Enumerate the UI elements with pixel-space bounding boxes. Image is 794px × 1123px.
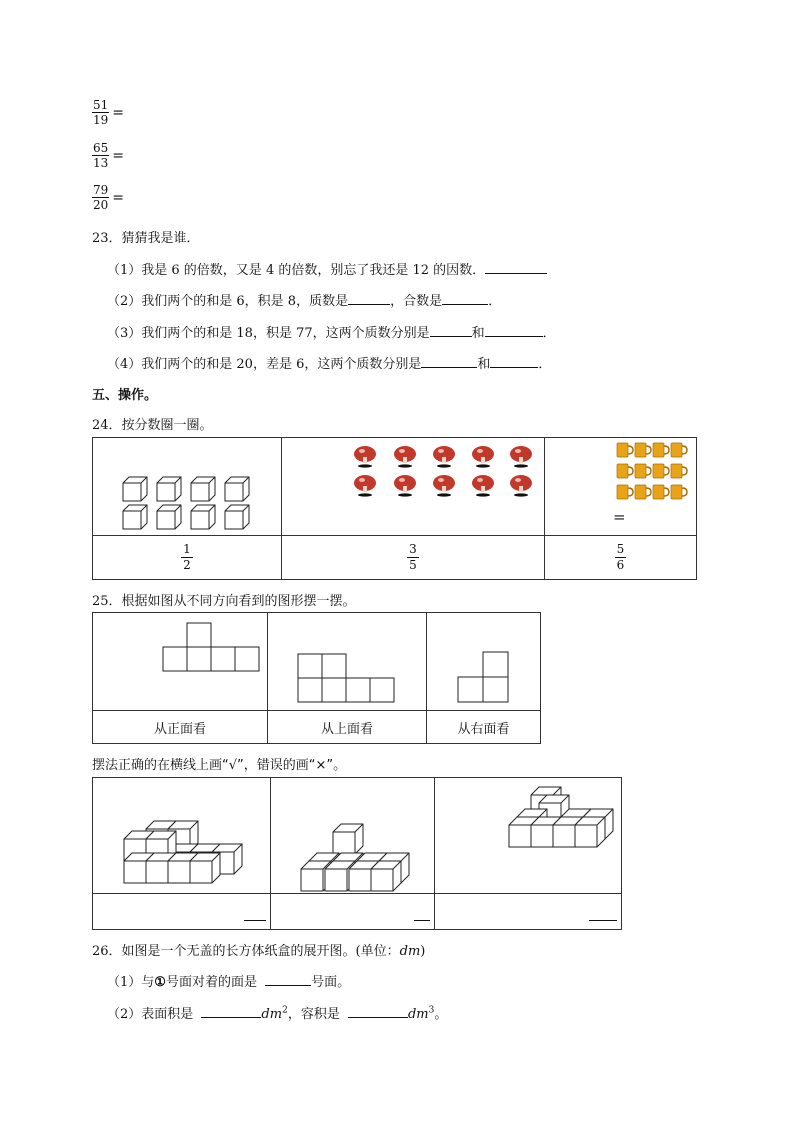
q23-item-1 — [107, 259, 547, 278]
answer-blank[interactable] — [244, 908, 266, 921]
q26-title-post: ) — [420, 944, 426, 959]
q26-item-2 — [107, 1003, 447, 1022]
q26-title — [92, 940, 425, 959]
answer-blank[interactable] — [485, 324, 543, 337]
option-3-answer-cell — [435, 894, 622, 930]
answer-blank[interactable] — [348, 1005, 408, 1018]
fraction-79-20 — [92, 183, 124, 212]
answer-blank[interactable] — [201, 1005, 261, 1018]
option-1-figure — [93, 779, 270, 893]
equals-sign: = — [112, 147, 125, 164]
q24-title: 24．按分数圈一圈。 — [92, 418, 213, 433]
top-view-figure — [268, 614, 426, 710]
fraction-cell-3 — [545, 536, 697, 580]
top-view-cell — [268, 613, 427, 711]
option-1-answer-cell — [93, 894, 271, 930]
q25-title: 25．根据如图从不同方向看到的图形摆一摆。 — [92, 594, 356, 609]
option-2-answer-cell — [271, 894, 435, 930]
unit-exponent-2: 2 — [282, 1005, 288, 1016]
q23-item-4-pre: （4）我们两个的和是 20，差是 6，这两个质数分别是 — [107, 357, 422, 372]
answer-blank[interactable] — [490, 355, 538, 368]
q26-item-2-mid: ，容积是 — [287, 1007, 340, 1022]
mushrooms-figure — [282, 439, 544, 535]
option-2-cell — [271, 778, 435, 894]
q26-item-1-post: 号面对着的面是 — [165, 975, 257, 990]
unit-exponent-3: 3 — [428, 1005, 435, 1016]
fraction-numerator: 3 — [409, 542, 417, 556]
section-5-heading: 五、操作。 — [92, 388, 158, 403]
q26-item-2-pre: （2）表面积是 — [107, 1007, 194, 1022]
q23-item-2-end: ． — [488, 294, 502, 309]
fraction-numerator: 1 — [183, 542, 191, 556]
fraction-numerator: 5 — [616, 542, 625, 556]
right-view-cell — [427, 613, 541, 711]
circled-one: ① — [154, 975, 166, 990]
equals-sign: = — [112, 104, 125, 121]
mushrooms-cell — [282, 438, 545, 536]
q25-instruction: 摆法正确的在横线上画“√”，错误的画“×”。 — [92, 758, 347, 773]
q23-item-4-mid: 和 — [477, 357, 491, 372]
option-3-figure — [435, 779, 621, 893]
front-view-cell — [93, 613, 268, 711]
q23-item-2-pre: （2）我们两个的和是 6，积是 8，质数是 — [107, 294, 349, 309]
fraction-denominator: 2 — [183, 558, 191, 572]
q25-views-table — [92, 612, 541, 744]
cups-cell — [545, 438, 697, 536]
answer-blank[interactable] — [421, 355, 477, 368]
q23-item-1-text: （1）我是 6 的倍数，又是 4 的倍数，别忘了我还是 12 的因数． — [107, 263, 486, 278]
q26-item-2-end: 。 — [434, 1007, 448, 1022]
q26-title-pre: 26．如图是一个无盖的长方体纸盒的展开图。(单位： — [92, 944, 400, 959]
top-view-caption: 从上面看 — [268, 711, 427, 744]
answer-blank[interactable] — [442, 292, 488, 305]
fraction-numerator: 51 — [93, 98, 109, 112]
fraction-numerator: 65 — [93, 141, 109, 155]
fraction-cell-2 — [282, 536, 545, 580]
q23-item-4-end: ． — [538, 357, 552, 372]
q26-item-1-end: 号面。 — [311, 975, 351, 990]
option-2-figure — [271, 779, 434, 893]
q23-item-3-mid: 和 — [471, 326, 485, 341]
cubes-cell — [93, 438, 282, 536]
right-view-figure — [427, 614, 540, 710]
equals-sign: = — [112, 189, 125, 206]
fraction-denominator: 5 — [409, 558, 417, 572]
q23-item-4 — [107, 353, 551, 372]
q23-item-3-end: ． — [542, 326, 556, 341]
answer-blank[interactable] — [430, 324, 472, 337]
fraction-cell-1 — [93, 536, 282, 580]
q26-item-1-pre: （1）与 — [107, 975, 155, 990]
option-1-cell — [93, 778, 271, 894]
q23-item-3 — [107, 322, 556, 341]
q23-item-3-pre: （3）我们两个的和是 18，积是 77，这两个质数分别是 — [107, 326, 430, 341]
fraction-51-19 — [92, 98, 124, 127]
q26-title-unit: dm — [399, 944, 421, 959]
fraction-numerator: 79 — [93, 183, 109, 197]
fraction-65-13 — [92, 141, 124, 170]
unit-dm: dm — [261, 1007, 283, 1022]
option-3-cell — [435, 778, 622, 894]
front-view-figure — [93, 614, 267, 710]
right-view-caption: 从右面看 — [427, 711, 541, 744]
q26-item-1 — [107, 971, 350, 990]
q24-table — [92, 437, 697, 580]
answer-blank[interactable] — [485, 261, 547, 274]
cups-equals-sign: = — [613, 508, 626, 526]
q23-item-2-mid: ，合数是 — [390, 294, 443, 309]
cubes-figure — [93, 439, 281, 535]
answer-blank[interactable] — [414, 908, 430, 921]
unit-dm: dm — [407, 1007, 429, 1022]
fraction-denominator: 6 — [616, 558, 625, 572]
q23-title: 23．猜猜我是谁． — [92, 231, 200, 246]
fraction-denominator: 19 — [93, 113, 109, 127]
answer-blank[interactable] — [348, 292, 390, 305]
front-view-caption: 从正面看 — [93, 711, 268, 744]
answer-blank[interactable] — [589, 908, 617, 921]
fraction-denominator: 13 — [93, 156, 109, 170]
q25-options-table — [92, 777, 622, 930]
answer-blank[interactable] — [265, 973, 311, 986]
fraction-denominator: 20 — [93, 198, 109, 212]
q23-item-2 — [107, 290, 501, 309]
